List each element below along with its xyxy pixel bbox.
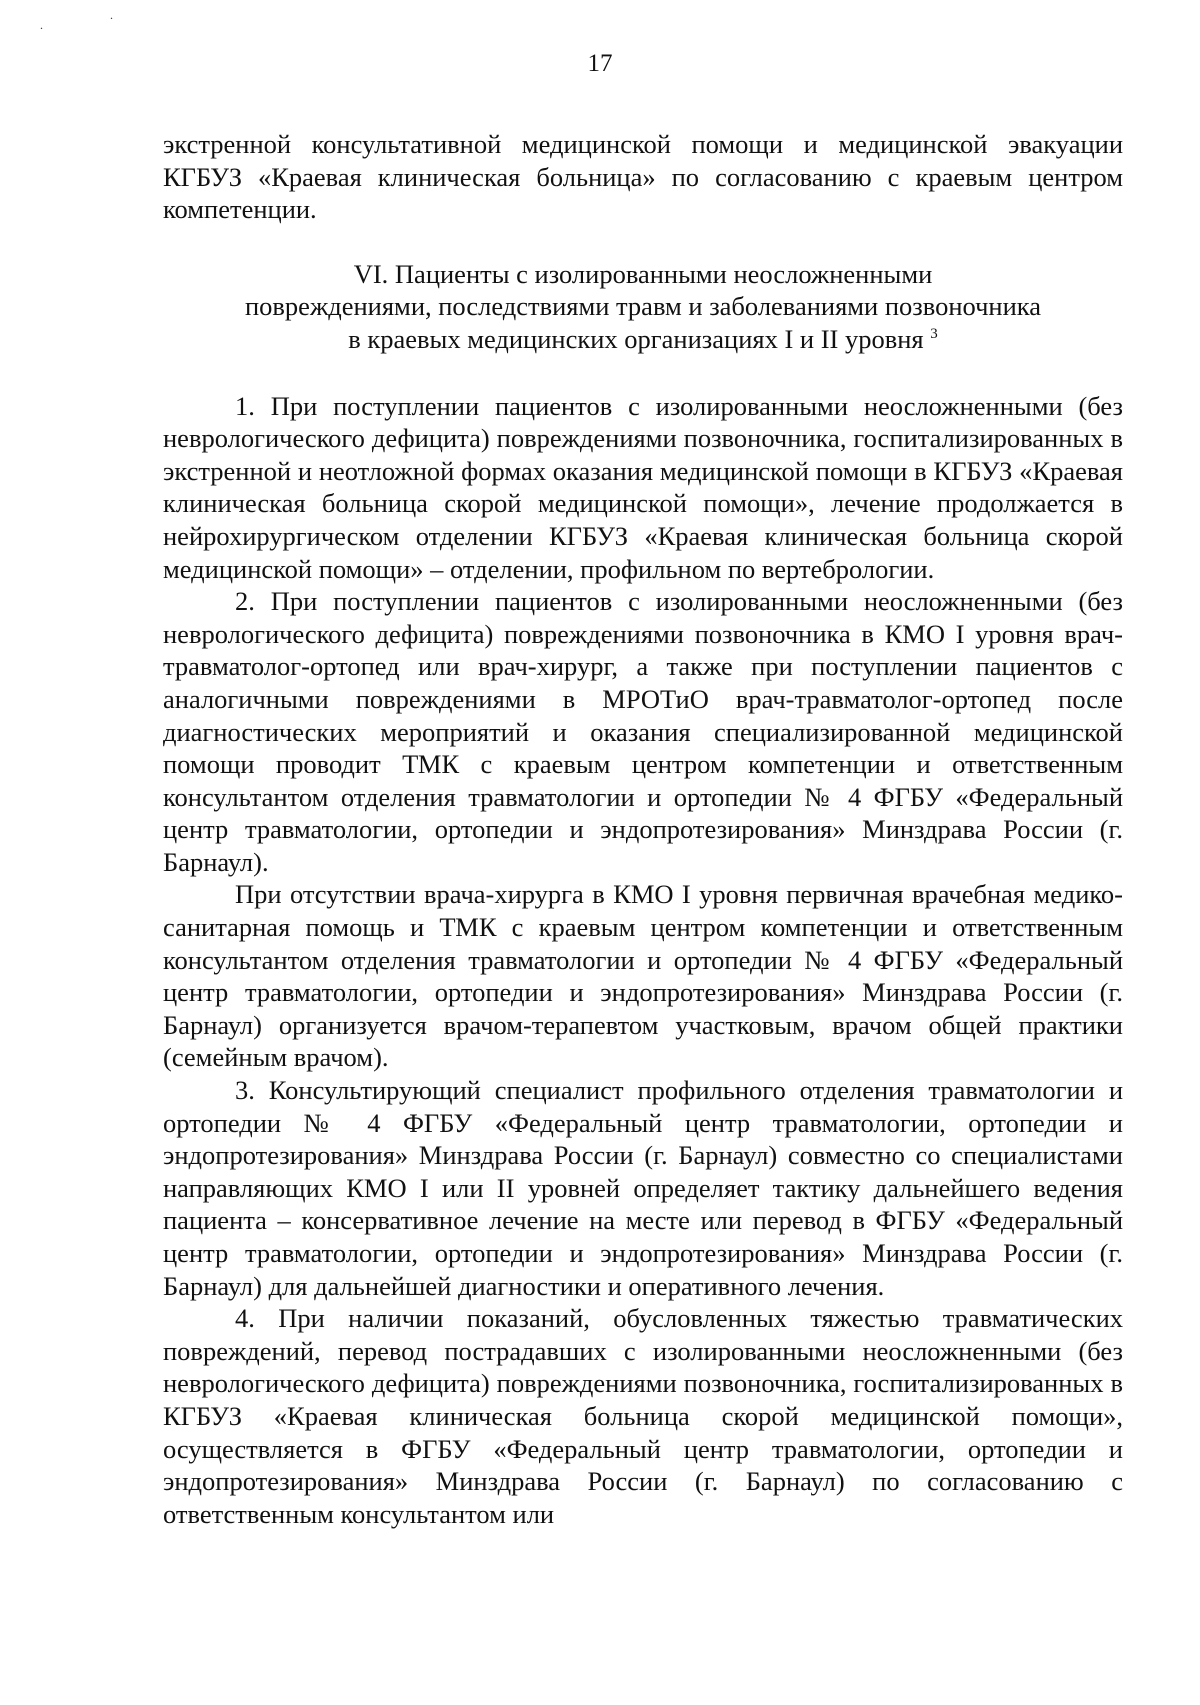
document-body [163, 128, 1123, 1530]
scan-speck: . [40, 18, 43, 32]
section-heading [163, 258, 1123, 356]
intro-paragraph: экстренной консультативной медицинской помощи и медицинской эвакуации КГБУЗ «Краевая клиническая больница» по согласованию с краевым центром компетенции. [163, 129, 1123, 225]
paragraph-1: 1. При поступлении пациентов с изолированными неосложненными (без неврологического дефицита) повреждениями позвоночника, госпитализированных в экстренной и неотложной формах оказания медицинской помощи в КГБУЗ «Краевая клиническая больница скорой медицинской помощи», лечение продолжается в нейрохирургическом отделении КГБУЗ «Краевая клиническая больница скорой медицинской помощи» – отделении, профильном по вертебрологии. [163, 390, 1123, 584]
paragraph-4: 4. При наличии показаний, обусловленных тяжестью травматических повреждений, перевод пострадавших с изолированными неосложненными (без неврологического дефицита) повреждениями позвоночника, госпитализированных в КГБУЗ «Краевая клиническая больница скорой медицинской помощи», осуществляется в ФГБУ «Федеральный центр травматологии, ортопедии и эндопротезирования» Минздрава России (г. Барнаул) по согласованию с ответственным консультантом или [163, 1303, 1123, 1529]
page-number: 17 [587, 50, 613, 77]
scan-speck: . [110, 8, 113, 22]
section-heading-line-1: VI. Пациенты с изолированными неосложненными [353, 258, 933, 289]
section-heading-line-2: повреждениями, последствиями травм и заболеваниями позвоночника [244, 291, 1042, 322]
paragraph-3: 3. Консультирующий специалист профильного отделения травматологии и ортопедии № 4 ФГБУ «Федеральный центр травматологии, ортопедии и эндопротезирования» Минздрава России (г. Барнаул) совместно со специалистами направляющих КМО I или II уровней определяет тактику дальнейшего ведения пациента – консервативное лечение на месте или перевод в ФГБУ «Федеральный центр травматологии, ортопедии и эндопротезирования» Минздрава России (г. Барнаул) для дальнейшей диагностики и оперативного лечения. [163, 1075, 1123, 1301]
section-heading-line-3-text: в краевых медицинских организациях I и II уровня [348, 323, 924, 354]
footnote-marker: 3 [930, 325, 938, 342]
paragraph-2-continuation: При отсутствии врача-хирурга в КМО I уровня первичная врачебная медико-санитарная помощь и ТМК с краевым центром компетенции и ответственным консультантом отделения травматологии и ортопедии № 4 ФГБУ «Федеральный центр травматологии, ортопедии и эндопротезирования» Минздрава России (г. Барнаул) организуется врачом-терапевтом участковым, врачом общей практики (семейным врачом). [163, 879, 1123, 1073]
paragraph-2: 2. При поступлении пациентов с изолированными неосложненными (без неврологического дефицита) повреждениями позвоночника в КМО I уровня врач-травматолог-ортопед или врач-хирург, а также при поступлении пациентов с аналогичными повреждениями в МРОТиО врач-травматолог-ортопед после диагностических мероприятий и оказания специализированной медицинской помощи проводит ТМК с краевым центром компетенции и ответственным консультантом отделения травматологии и ортопедии № 4 ФГБУ «Федеральный центр травматологии, ортопедии и эндопротезирования» Минздрава России (г. Барнаул). [163, 586, 1123, 877]
section-heading-line-3 [163, 323, 1123, 356]
